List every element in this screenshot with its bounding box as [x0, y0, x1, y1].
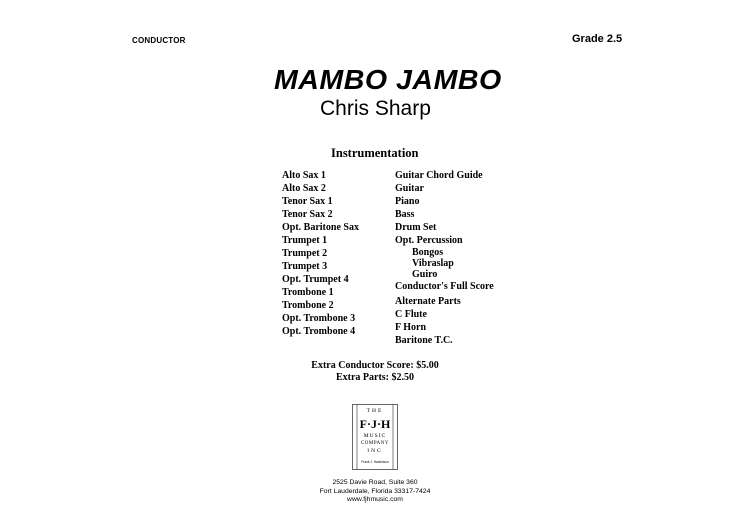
instrument-item: Drum Set [395, 222, 437, 233]
address-line-1: 2525 Davie Road, Suite 360 [332, 479, 418, 486]
instrument-item: Alto Sax 2 [282, 183, 326, 194]
logo-founder: Frank J. Hackinson [361, 460, 389, 464]
logo-music: MUSIC [363, 433, 387, 439]
instrument-item: Opt. Trumpet 4 [282, 274, 349, 285]
logo-inc: INC [367, 448, 383, 454]
address-line-2: Fort Lauderdale, Florida 33317-7424 [319, 487, 431, 495]
instrument-item: Guitar [395, 183, 424, 194]
instrument-item: Trumpet 3 [282, 261, 328, 272]
instrument-item: Alto Sax 1 [282, 170, 326, 181]
logo-company: COMPANY [360, 441, 390, 446]
conductor-label: CONDUCTOR [132, 36, 186, 45]
logo-the: THE [366, 408, 384, 414]
price-block [0, 360, 750, 384]
instrument-item: Trumpet 1 [282, 235, 328, 246]
instrument-item: Tenor Sax 1 [282, 196, 333, 207]
fjh-music-logo [352, 404, 398, 470]
instrument-list-left [282, 169, 359, 338]
instrument-item: F Horn [395, 322, 427, 333]
composer-name: Chris Sharp [320, 97, 431, 120]
instrument-item: C Flute [395, 309, 427, 320]
website-link[interactable]: www.fjhmusic.com [347, 496, 403, 503]
instrument-item: Opt. Trombone 3 [282, 313, 356, 324]
instrument-item: Guitar Chord Guide [395, 170, 483, 181]
instrument-item: Trombone 2 [282, 300, 334, 311]
piece-title: MAMBO JAMBO [274, 64, 502, 95]
percussion-subitem: Guiro [412, 269, 438, 280]
instrument-item: Piano [395, 196, 420, 207]
instrument-item: Opt. Percussion [395, 235, 463, 246]
logo-fjh: F·J·H [359, 417, 391, 431]
alternate-parts-heading: Alternate Parts [395, 296, 461, 307]
instrument-item: Opt. Trombone 4 [282, 326, 356, 337]
extra-conductor-score-price: Extra Conductor Score: $5.00 [311, 360, 439, 371]
instrument-item: Trumpet 2 [282, 248, 328, 259]
grade-label: Grade 2.5 [572, 33, 623, 45]
instrumentation-heading: Instrumentation [331, 146, 419, 160]
percussion-subitem: Vibraslap [412, 258, 454, 269]
instrument-item: Baritone T.C. [395, 335, 453, 346]
instrument-item: Tenor Sax 2 [282, 209, 333, 220]
instrument-item: Opt. Baritone Sax [282, 222, 359, 233]
percussion-subitem: Bongos [412, 247, 444, 258]
instrument-item: Conductor's Full Score [395, 281, 494, 292]
instrument-list-right [395, 169, 494, 347]
instrument-item: Bass [395, 209, 415, 220]
extra-parts-price: Extra Parts: $2.50 [335, 372, 415, 383]
publisher-address [0, 479, 750, 505]
instrument-item: Trombone 1 [282, 287, 334, 298]
